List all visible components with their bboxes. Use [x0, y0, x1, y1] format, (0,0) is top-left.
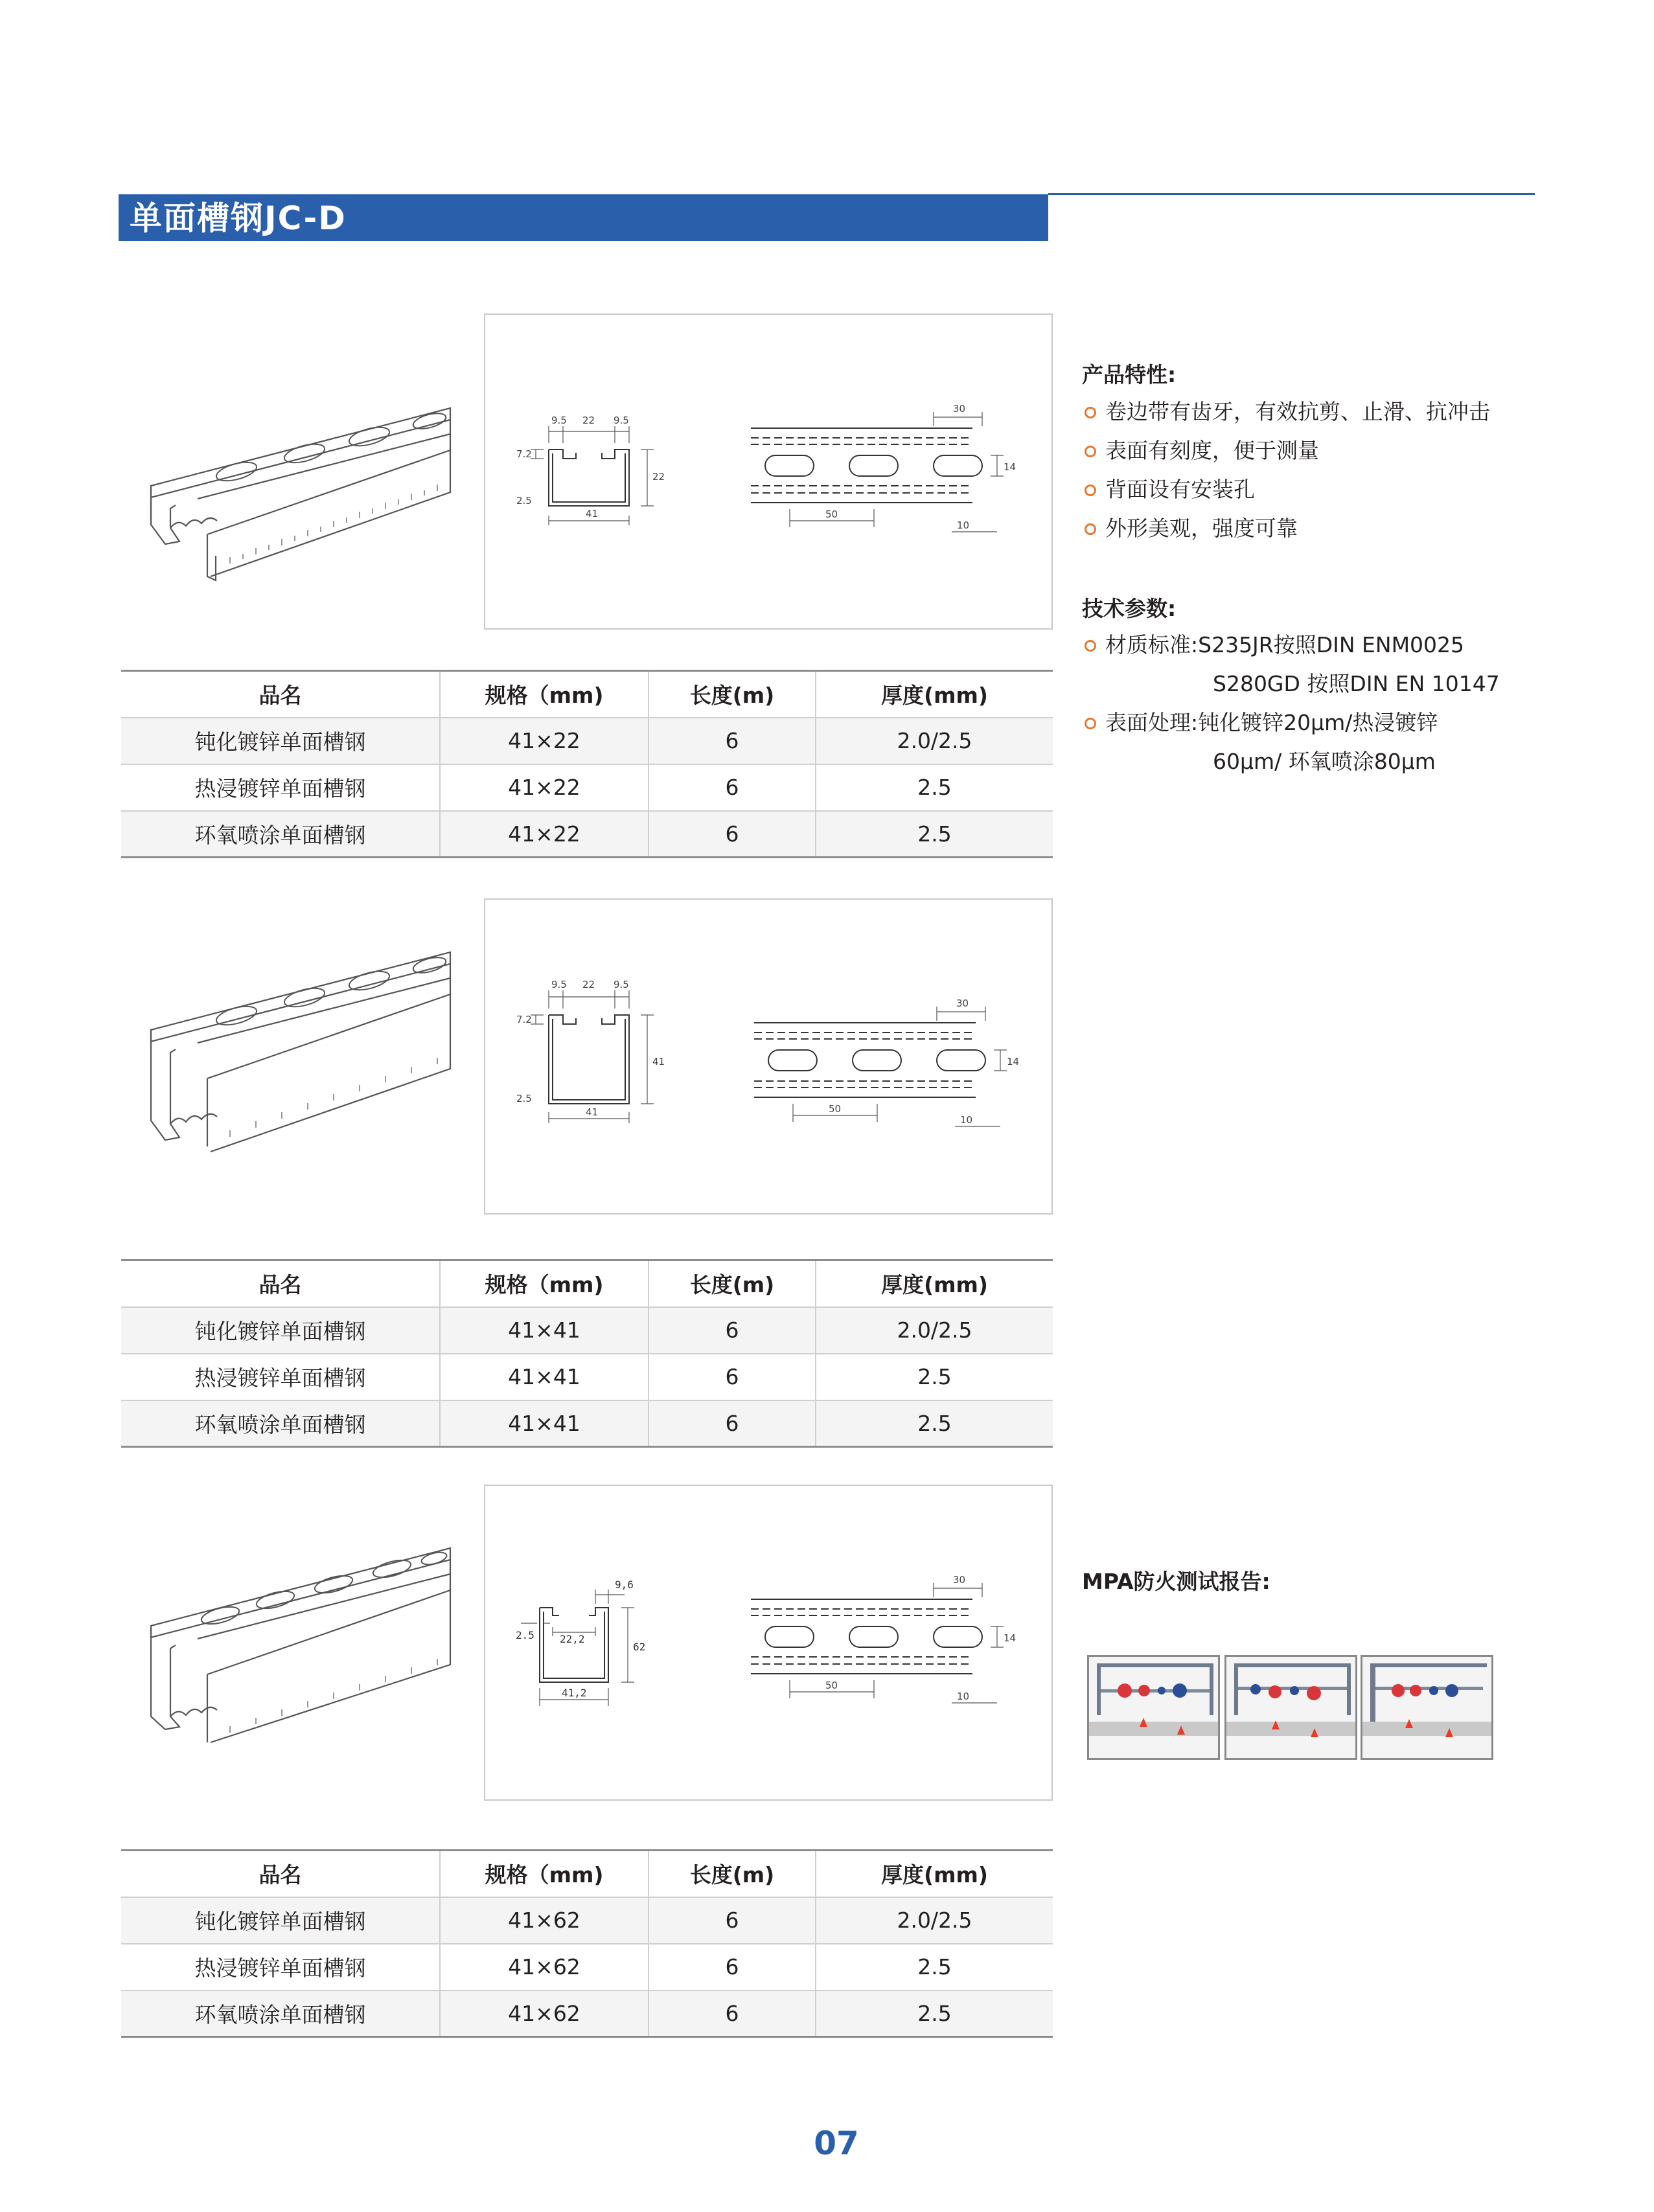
cell-spec: 41×62	[440, 1944, 649, 1990]
cell-thickness: 2.5	[816, 1400, 1053, 1447]
cell-name: 环氧喷涂单面槽钢	[121, 1990, 440, 2037]
channel-isometric-illustration	[139, 389, 463, 583]
table-row	[121, 1354, 1053, 1400]
header-spec: 规格（mm)	[440, 671, 649, 718]
header-thickness: 厚度(mm)	[816, 1851, 1053, 1897]
header-length: 长度(m)	[649, 1260, 816, 1307]
cell-length: 6	[649, 1400, 816, 1447]
header-length: 长度(m)	[649, 1851, 816, 1897]
mpa-test-photo-3	[1361, 1655, 1493, 1760]
svg-text:50: 50	[825, 508, 838, 520]
svg-text:9.5: 9.5	[614, 415, 629, 426]
cell-spec: 41×22	[440, 718, 649, 764]
material-row	[1082, 626, 1500, 665]
mpa-heading: MPA防火测试报告:	[1082, 1569, 1270, 1594]
svg-text:41,2: 41,2	[562, 1687, 587, 1699]
table-header-row	[121, 1260, 1053, 1307]
svg-text:41: 41	[586, 508, 599, 519]
table-row	[121, 1944, 1053, 1990]
cell-thickness: 2.0/2.5	[816, 1897, 1053, 1944]
title-rule	[1048, 193, 1535, 195]
cell-thickness: 2.5	[816, 1990, 1053, 2037]
list-item: 卷边带有齿牙，有效抗剪、止滑、抗冲击	[1082, 393, 1490, 431]
svg-text:22: 22	[652, 471, 665, 483]
table-row	[121, 1400, 1053, 1447]
svg-text:50: 50	[829, 1103, 842, 1115]
technical-drawing-3	[484, 1485, 1053, 1801]
list-item: 背面设有安装孔	[1082, 470, 1490, 509]
mpa-test-photo-2	[1224, 1655, 1357, 1760]
mpa-test-photo-1	[1087, 1655, 1220, 1760]
material-label: 材质标准:	[1105, 632, 1199, 657]
table-row	[121, 1897, 1053, 1944]
cell-spec: 41×62	[440, 1897, 649, 1944]
cell-name: 环氧喷涂单面槽钢	[121, 1400, 440, 1447]
cell-length: 6	[649, 811, 816, 858]
material-value-2: S280GD 按照DIN EN 10147	[1213, 671, 1500, 696]
svg-text:2.5: 2.5	[516, 495, 532, 507]
table-row	[121, 1990, 1053, 2037]
svg-text:41: 41	[652, 1056, 665, 1067]
svg-text:10: 10	[957, 519, 970, 531]
cell-spec: 41×41	[440, 1354, 649, 1400]
cell-thickness: 2.0/2.5	[816, 718, 1053, 764]
svg-text:10: 10	[960, 1114, 973, 1126]
channel-isometric-illustration	[139, 933, 463, 1153]
cell-spec: 41×62	[440, 1990, 649, 2037]
table-row	[121, 764, 1053, 811]
tech-heading: 技术参数:	[1082, 596, 1177, 621]
svg-text:9,6: 9,6	[615, 1579, 634, 1591]
table-row	[121, 1307, 1053, 1354]
cell-name: 钝化镀锌单面槽钢	[121, 1897, 440, 1944]
surface-row	[1082, 703, 1500, 742]
cell-spec: 41×22	[440, 764, 649, 811]
cell-length: 6	[649, 1990, 816, 2037]
svg-text:50: 50	[825, 1680, 838, 1691]
cell-thickness: 2.5	[816, 764, 1053, 811]
technical-drawing-2	[484, 898, 1053, 1214]
svg-text:62: 62	[633, 1641, 646, 1653]
svg-text:2.5: 2.5	[516, 1093, 532, 1104]
cell-name: 热浸镀锌单面槽钢	[121, 764, 440, 811]
cell-thickness: 2.5	[816, 811, 1053, 858]
svg-text:22,2: 22,2	[560, 1633, 585, 1645]
svg-text:41: 41	[586, 1106, 599, 1118]
surface-label: 表面处理:	[1105, 710, 1199, 735]
header-spec: 规格（mm)	[440, 1260, 649, 1307]
svg-text:7.2: 7.2	[516, 448, 532, 460]
svg-text:10: 10	[957, 1691, 970, 1702]
list-item: 表面有刻度，便于测量	[1082, 431, 1490, 470]
cell-length: 6	[649, 1354, 816, 1400]
header-name: 品名	[121, 1851, 440, 1897]
cell-length: 6	[649, 718, 816, 764]
svg-text:30: 30	[953, 1574, 966, 1586]
cell-spec: 41×41	[440, 1307, 649, 1354]
cell-name: 热浸镀锌单面槽钢	[121, 1354, 440, 1400]
list-item: 外形美观，强度可靠	[1082, 509, 1490, 548]
channel-isometric-illustration	[139, 1535, 463, 1749]
material-value-1: S235JR按照DIN ENM0025	[1198, 632, 1465, 657]
svg-text:9.5: 9.5	[551, 415, 567, 426]
cell-length: 6	[649, 1897, 816, 1944]
cell-length: 6	[649, 764, 816, 811]
spec-table-41x41	[121, 1259, 1053, 1448]
svg-text:7.2: 7.2	[516, 1014, 532, 1025]
cell-length: 6	[649, 1944, 816, 1990]
header-thickness: 厚度(mm)	[816, 1260, 1053, 1307]
tech-params	[1082, 626, 1500, 781]
cell-thickness: 2.5	[816, 1354, 1053, 1400]
table-header-row	[121, 1851, 1053, 1897]
surface-value-1: 钝化镀锌20μm/热浸镀锌	[1198, 710, 1438, 735]
svg-text:14: 14	[1004, 1632, 1017, 1644]
svg-text:22: 22	[582, 979, 595, 990]
header-name: 品名	[121, 671, 440, 718]
svg-text:14: 14	[1004, 461, 1017, 473]
spec-table-41x62	[121, 1849, 1053, 2038]
cell-thickness: 2.5	[816, 1944, 1053, 1990]
header-length: 长度(m)	[649, 671, 816, 718]
table-row	[121, 718, 1053, 764]
cell-name: 热浸镀锌单面槽钢	[121, 1944, 440, 1990]
header-name: 品名	[121, 1260, 440, 1307]
svg-text:9.5: 9.5	[614, 979, 629, 990]
cell-name: 钝化镀锌单面槽钢	[121, 1307, 440, 1354]
table-row	[121, 811, 1053, 858]
cell-thickness: 2.0/2.5	[816, 1307, 1053, 1354]
cell-spec: 41×41	[440, 1400, 649, 1447]
page-number: 07	[814, 2125, 859, 2162]
svg-text:30: 30	[956, 998, 969, 1009]
features-list	[1082, 393, 1490, 548]
header-spec: 规格（mm)	[440, 1851, 649, 1897]
svg-text:9.5: 9.5	[551, 979, 567, 990]
spec-table-41x22	[121, 670, 1053, 858]
header-thickness: 厚度(mm)	[816, 671, 1053, 718]
cell-length: 6	[649, 1307, 816, 1354]
svg-text:22: 22	[582, 415, 595, 426]
svg-text:14: 14	[1007, 1056, 1020, 1067]
cell-spec: 41×22	[440, 811, 649, 858]
svg-text:30: 30	[953, 403, 966, 415]
page-title: 单面槽钢JC-D	[130, 200, 347, 237]
svg-text:2.5: 2.5	[516, 1629, 534, 1641]
cell-name: 环氧喷涂单面槽钢	[121, 811, 440, 858]
features-heading: 产品特性:	[1082, 362, 1177, 387]
technical-drawing-1	[484, 314, 1053, 630]
surface-value-2: 60μm/ 环氧喷涂80μm	[1213, 749, 1436, 774]
cell-name: 钝化镀锌单面槽钢	[121, 718, 440, 764]
table-header-row	[121, 671, 1053, 718]
